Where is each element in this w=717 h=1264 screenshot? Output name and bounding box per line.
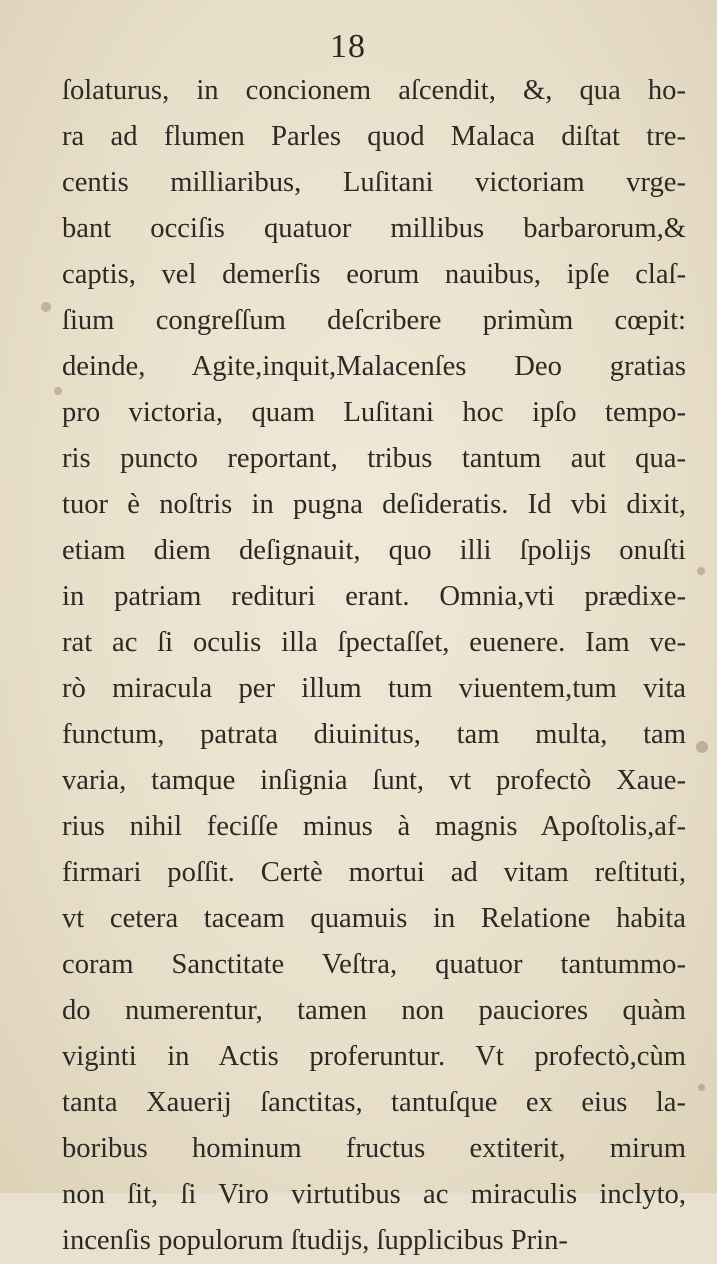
text-line: pro victoria, quam Luſitani hoc ipſo tempo- [62,397,686,428]
text-line: viginti in Actis proferuntur. Vt profectò,cùm [62,1041,686,1072]
text-line: etiam diem deſignauit, quo illi ſpolijs onuſti [62,535,686,566]
text-line: functum, patrata diuinitus, tam multa, tam [62,719,686,750]
body-text [62,68,686,1264]
text-line: ris puncto reportant, tribus tantum aut qua- [62,443,686,474]
foxing-spot [41,302,51,312]
foxing-spot [54,387,62,395]
text-line: ſium congreſſum deſcribere primùm cœpit: [62,305,686,336]
page-number: 18 [330,28,366,65]
text-line: deinde, Agite,inquit,Malacenſes Deo gratias [62,351,686,382]
text-line: coram Sanctitate Veſtra, quatuor tantummo- [62,949,686,980]
text-line: do numerentur, tamen non pauciores quàm [62,995,686,1026]
text-line: varia, tamque inſignia ſunt, vt profectò Xaue- [62,765,686,796]
text-line: ra ad flumen Parles quod Malaca diſtat tre- [62,121,686,152]
text-line: captis, vel demerſis eorum nauibus, ipſe claſ- [62,259,686,290]
text-line: rat ac ſi oculis illa ſpectaſſet, euenere. Iam ve- [62,627,686,658]
text-line: vt cetera taceam quamuis in Relatione habita [62,903,686,934]
text-line: centis milliaribus, Luſitani victoriam vrge- [62,167,686,198]
foxing-spot [698,1084,705,1091]
text-line: rius nihil feciſſe minus à magnis Apoſtolis,af- [62,811,686,842]
text-line: incenſis populorum ſtudijs, ſupplicibus Prin- [62,1225,568,1256]
text-line: firmari poſſit. Certè mortui ad vitam reſtituti, [62,857,686,888]
text-line: boribus hominum fructus extiterit, mirum [62,1133,686,1164]
text-line: ſolaturus, in concionem aſcendit, &, qua ho- [62,75,686,106]
text-line: in patriam redituri erant. Omnia,vti prædixe- [62,581,686,612]
text-line: tuor è noſtris in pugna deſideratis. Id vbi dixit, [62,489,686,520]
foxing-spot [697,567,705,575]
text-line: rò miracula per illum tum viuentem,tum vita [62,673,686,704]
foxing-spot [696,741,708,753]
text-line: non ſit, ſi Viro virtutibus ac miraculis inclyto, [62,1179,686,1210]
text-line: bant occiſis quatuor millibus barbarorum,& [62,213,686,244]
text-line: tanta Xauerij ſanctitas, tantuſque ex eius la- [62,1087,686,1118]
